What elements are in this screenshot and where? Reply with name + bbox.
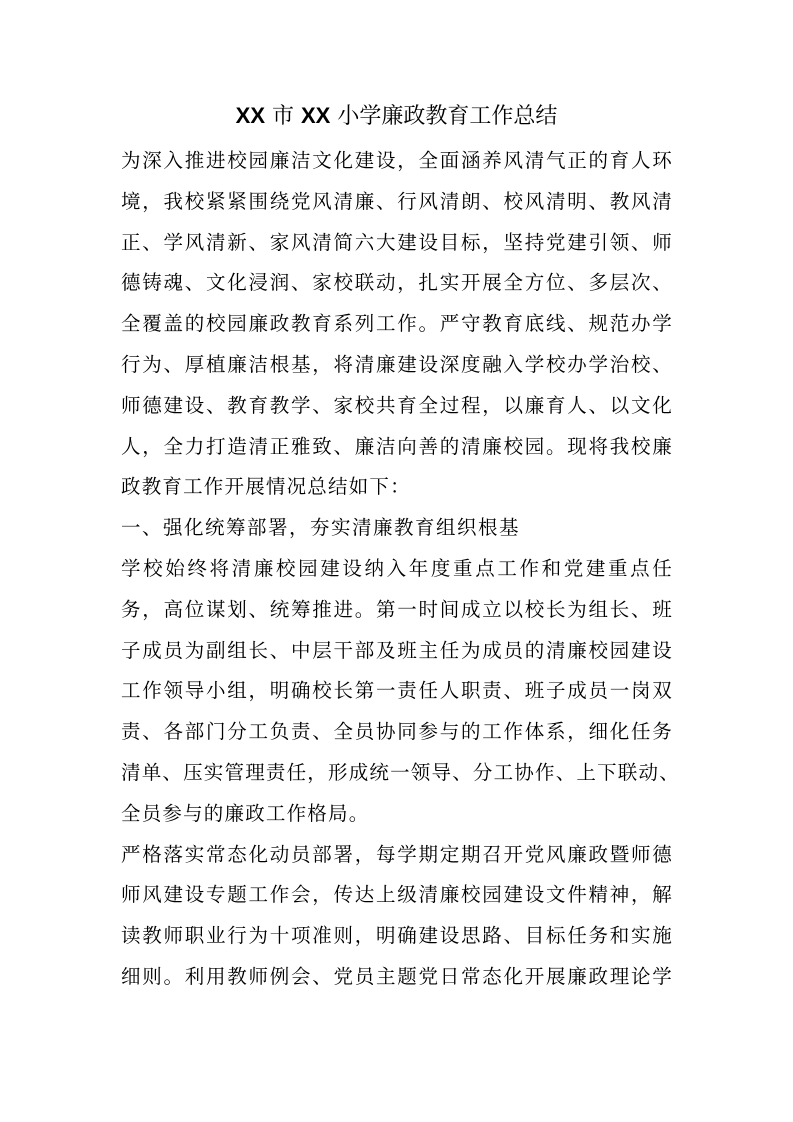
paragraph-line: 细则。利用教师例会、党员主题党日常态化开展廉政理论学 xyxy=(121,964,673,988)
document-title xyxy=(0,100,793,133)
paragraph-line: 务，高位谋划、统筹推进。第一时间成立以校长为组长、班 xyxy=(121,597,673,621)
section-heading: 一、强化统筹部署，夯实清廉教育组织根基 xyxy=(121,516,521,540)
document-body xyxy=(121,141,680,998)
paragraph-line: 政教育工作开展情况总结如下： xyxy=(121,475,411,499)
paragraph-line: 师风建设专题工作会，传达上级清廉校园建设文件精神，解 xyxy=(121,883,673,907)
paragraph-line: 人，全力打造清正雅致、廉洁向善的清廉校园。现将我校廉 xyxy=(121,434,673,458)
paragraph-line: 正、学风清新、家风清简六大建设目标，坚持党建引领、师 xyxy=(121,230,673,254)
paragraph-line: 责、各部门分工负责、全员协同参与的工作体系，细化任务 xyxy=(121,720,673,744)
paragraph-line: 德铸魂、文化浸润、家校联动，扎实开展全方位、多层次、 xyxy=(121,271,673,295)
paragraph-line: 行为、厚植廉洁根基，将清廉建设深度融入学校办学治校、 xyxy=(121,352,673,376)
paragraph-line: 学校始终将清廉校园建设纳入年度重点工作和党建重点任 xyxy=(121,556,673,580)
paragraph-line: 清单、压实管理责任，形成统一领导、分工协作、上下联动、 xyxy=(121,760,680,784)
title-school-placeholder: XX xyxy=(301,103,331,128)
paragraph-line: 工作领导小组，明确校长第一责任人职责、班子成员一岗双 xyxy=(121,679,673,703)
paragraph-line: 全员参与的廉政工作格局。 xyxy=(121,801,370,825)
title-city-word: 市 xyxy=(265,104,301,129)
paragraph-line: 师德建设、教育教学、家校共育全过程，以廉育人、以文化 xyxy=(121,393,673,417)
paragraph-line: 为深入推进校园廉洁文化建设，全面涵养风清气正的育人环 xyxy=(121,149,673,172)
paragraph-line: 子成员为副组长、中层干部及班主任为成员的清廉校园建设 xyxy=(121,638,673,662)
paragraph-line: 读教师职业行为十项准则，明确建设思路、目标任务和实施 xyxy=(121,924,673,948)
paragraph-line: 严格落实常态化动员部署，每学期定期召开党风廉政暨师德 xyxy=(121,842,673,866)
title-main-text: 小学廉政教育工作总结 xyxy=(330,104,558,129)
paragraph-line: 境，我校紧紧围绕党风清廉、行风清朗、校风清明、教风清 xyxy=(121,189,673,213)
paragraph-line: 全覆盖的校园廉政教育系列工作。严守教育底线、规范办学 xyxy=(121,312,673,336)
title-city-placeholder: XX xyxy=(235,103,265,128)
